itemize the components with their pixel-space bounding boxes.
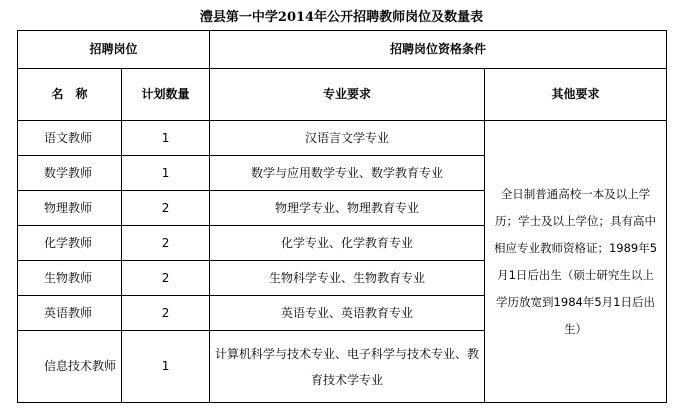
post-name: 数学教师 bbox=[18, 156, 122, 191]
post-quota: 1 bbox=[122, 121, 210, 156]
post-quota: 2 bbox=[122, 261, 210, 296]
post-name: 信息技术教师 bbox=[18, 331, 122, 403]
post-name: 生物教师 bbox=[18, 261, 122, 296]
post-major: 汉语言文学专业 bbox=[210, 121, 485, 156]
post-major: 化学专业、化学教育专业 bbox=[210, 226, 485, 261]
post-major: 计算机科学与技术专业、电子科学与技术专业、教育技术学专业 bbox=[210, 331, 485, 403]
header-name: 名 称 bbox=[18, 69, 122, 121]
header-quota: 计划数量 bbox=[122, 69, 210, 121]
header-qualification: 招聘岗位资格条件 bbox=[210, 31, 667, 69]
post-quota: 2 bbox=[122, 191, 210, 226]
post-quota: 1 bbox=[122, 156, 210, 191]
other-requirement: 全日制普通高校一本及以上学历；学士及以上学位；具有高中相应专业教师资格证；1989年5月1日后出生（硕士研究生以上学历放宽到1984年5月1日后出生） bbox=[485, 121, 667, 403]
post-quota: 1 bbox=[122, 331, 210, 403]
post-major: 英语专业、英语教育专业 bbox=[210, 296, 485, 331]
post-major: 物理学专业、物理教育专业 bbox=[210, 191, 485, 226]
post-quota: 2 bbox=[122, 226, 210, 261]
post-major: 数学与应用数学专业、数学教育专业 bbox=[210, 156, 485, 191]
header-other: 其他要求 bbox=[485, 69, 667, 121]
post-name: 物理教师 bbox=[18, 191, 122, 226]
post-name: 化学教师 bbox=[18, 226, 122, 261]
group-header-row bbox=[18, 31, 667, 69]
column-header-row bbox=[18, 69, 667, 121]
page-title: 澧县第一中学2014年公开招聘教师岗位及数量表 bbox=[199, 10, 484, 25]
post-quota: 2 bbox=[122, 296, 210, 331]
recruitment-table bbox=[17, 30, 667, 403]
header-recruitment-post: 招聘岗位 bbox=[18, 31, 210, 69]
post-major: 生物科学专业、生物教育专业 bbox=[210, 261, 485, 296]
post-name: 英语教师 bbox=[18, 296, 122, 331]
header-major: 专业要求 bbox=[210, 69, 485, 121]
post-name: 语文教师 bbox=[18, 121, 122, 156]
table-row bbox=[18, 121, 667, 156]
